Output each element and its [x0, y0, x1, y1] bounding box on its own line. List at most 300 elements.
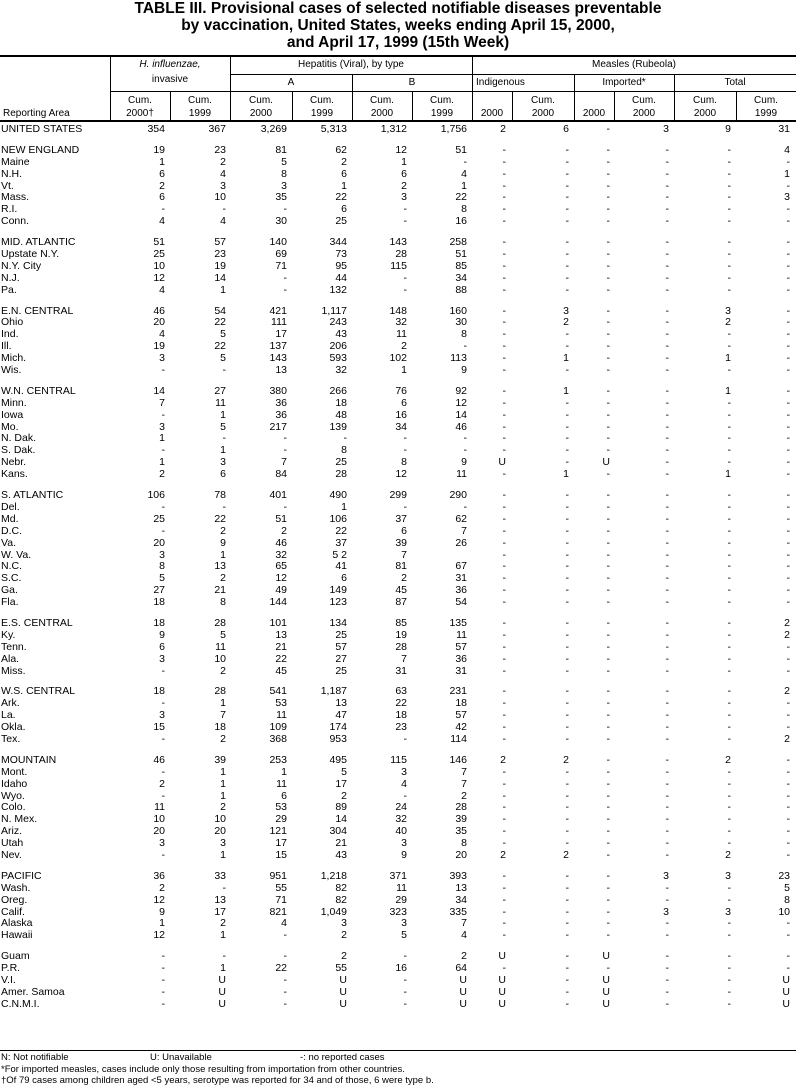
value-cell: -	[565, 236, 569, 249]
table-row	[0, 987, 796, 999]
value-cell: 7	[281, 456, 287, 469]
value-cell: -	[665, 697, 669, 710]
value-cell: U	[339, 985, 347, 998]
value-cell: 21	[335, 837, 347, 850]
value-cell: -	[786, 765, 790, 778]
table-row	[0, 779, 796, 791]
value-cell: 6	[401, 524, 407, 537]
value-cell: -	[727, 420, 731, 433]
value-cell: 1	[401, 364, 407, 377]
value-cell: -	[565, 640, 569, 653]
value-cell: 12	[275, 572, 287, 585]
value-cell: -	[665, 848, 669, 861]
value-cell: -	[606, 468, 610, 481]
value-cell: 81	[395, 560, 407, 573]
value-cell: -	[606, 789, 610, 802]
value-cell: -	[786, 364, 790, 377]
value-cell: U	[339, 974, 347, 986]
table-row	[0, 734, 796, 746]
value-cell: -	[606, 697, 610, 710]
reporting-area-cell: Maine	[1, 155, 30, 168]
value-cell: 12	[455, 396, 467, 409]
reporting-area-cell: Upstate N.Y.	[1, 248, 60, 261]
col-header-year: 2000	[249, 108, 273, 119]
value-cell: 14	[335, 813, 347, 826]
value-cell: 421	[269, 304, 287, 317]
value-cell: -	[565, 420, 569, 433]
value-cell: 2	[784, 732, 790, 745]
value-cell: 541	[269, 685, 287, 698]
col-header-year: 1999	[188, 108, 212, 119]
value-cell: 4	[784, 143, 790, 156]
value-cell: -	[665, 929, 669, 942]
value-cell: -	[665, 191, 669, 204]
value-cell: -	[786, 420, 790, 433]
value-cell: 82	[335, 893, 347, 906]
value-cell: 29	[275, 813, 287, 826]
value-cell: -	[463, 500, 467, 513]
value-cell: 4	[461, 167, 467, 180]
value-cell: -	[665, 837, 669, 850]
value-cell: -	[502, 777, 506, 790]
value-cell: 2	[159, 881, 165, 894]
value-cell: -	[403, 283, 407, 296]
value-cell: -	[403, 985, 407, 998]
value-cell: 3	[663, 869, 669, 882]
value-cell: -	[343, 432, 347, 445]
value-cell: 18	[335, 396, 347, 409]
value-cell: 821	[269, 905, 287, 918]
value-cell: 25	[153, 248, 165, 261]
value-cell: -	[222, 364, 226, 377]
value-cell: -	[606, 352, 610, 365]
value-cell: 8	[461, 203, 467, 216]
value-cell: 953	[329, 732, 347, 745]
col-header-year: 2000	[480, 108, 504, 119]
value-cell: 393	[449, 869, 467, 882]
value-cell: -	[786, 950, 790, 963]
value-cell: -	[665, 536, 669, 549]
value-cell: -	[727, 572, 731, 585]
value-cell: -	[665, 167, 669, 180]
col-header-year: 2000	[632, 108, 656, 119]
value-cell: 7	[461, 777, 467, 790]
value-cell: -	[665, 364, 669, 377]
value-cell: -	[565, 179, 569, 192]
value-cell: 36	[153, 869, 165, 882]
reporting-area-cell: S.C.	[1, 572, 22, 585]
value-cell: -	[786, 248, 790, 261]
reporting-area-cell: Mich.	[1, 352, 27, 365]
value-cell: 57	[455, 709, 467, 722]
value-cell: -	[565, 869, 569, 882]
reporting-area-cell: Ark.	[1, 697, 20, 710]
value-cell: -	[727, 271, 731, 284]
reporting-area-cell: P.R.	[1, 962, 21, 975]
table-row	[0, 433, 796, 445]
value-cell: -	[502, 500, 506, 513]
col-header-top: Cum.	[693, 95, 717, 106]
table-row	[0, 398, 796, 410]
value-cell: 14	[455, 408, 467, 421]
value-cell: 6	[341, 572, 347, 585]
value-cell: -	[606, 628, 610, 641]
value-cell: U	[782, 985, 790, 998]
value-cell: -	[606, 572, 610, 585]
value-cell: 111	[271, 316, 287, 329]
value-cell: -	[665, 572, 669, 585]
value-cell: -	[222, 881, 226, 894]
value-cell: -	[502, 396, 506, 409]
value-cell: -	[565, 489, 569, 502]
value-cell: 2	[500, 848, 506, 861]
value-cell: 18	[153, 596, 165, 609]
total-header: Total	[724, 77, 746, 88]
value-cell: 11	[215, 640, 226, 653]
value-cell: -	[665, 997, 669, 1010]
value-cell: 6	[563, 123, 569, 135]
value-cell: -	[502, 167, 506, 180]
value-cell: -	[283, 929, 287, 942]
value-cell: 3	[725, 905, 731, 918]
value-cell: -	[727, 765, 731, 778]
value-cell: -	[727, 893, 731, 906]
value-cell: 6	[159, 640, 165, 653]
value-cell: 33	[214, 869, 226, 882]
value-cell: -	[283, 283, 287, 296]
value-cell: -	[502, 259, 506, 272]
value-cell: -	[606, 271, 610, 284]
reporting-area-cell: N. Dak.	[1, 432, 37, 445]
value-cell: 51	[275, 512, 287, 525]
value-cell: -	[727, 652, 731, 665]
value-cell: 89	[335, 801, 347, 814]
value-cell: -	[727, 396, 731, 409]
value-cell: 2	[784, 685, 790, 698]
value-cell: -	[606, 616, 610, 629]
value-cell: 10	[214, 191, 226, 204]
value-cell: -	[727, 789, 731, 802]
value-cell: -	[606, 203, 610, 216]
value-cell: 39	[395, 536, 407, 549]
value-cell: -	[606, 328, 610, 341]
value-cell: -	[786, 813, 790, 826]
value-cell: 1	[220, 962, 226, 975]
value-cell: -	[565, 560, 569, 573]
value-cell: 2	[159, 179, 165, 192]
value-cell: 2	[220, 155, 226, 168]
value-cell: -	[665, 596, 669, 609]
title-line-3: and April 17, 1999 (15th Week)	[286, 34, 510, 51]
value-cell: -	[502, 765, 506, 778]
value-cell: -	[606, 500, 610, 513]
value-cell: 1,312	[380, 123, 407, 135]
value-cell: -	[565, 572, 569, 585]
value-cell: -	[502, 664, 506, 677]
table-row	[0, 895, 796, 907]
value-cell: 27	[214, 384, 226, 397]
footnotes	[0, 1052, 796, 1087]
value-cell: 34	[455, 271, 467, 284]
value-cell: -	[565, 893, 569, 906]
value-cell: -	[606, 905, 610, 918]
value-cell: 335	[449, 905, 467, 918]
value-cell: -	[565, 616, 569, 629]
value-cell: 368	[269, 732, 287, 745]
value-cell: 55	[335, 962, 347, 975]
table-row	[0, 386, 796, 398]
reporting-area-cell: Calif.	[1, 905, 25, 918]
value-cell: -	[565, 167, 569, 180]
value-cell: 13	[335, 697, 347, 710]
header-top-rule	[0, 55, 796, 57]
value-cell: 6	[220, 468, 226, 481]
value-cell: 3	[159, 709, 165, 722]
table-row	[0, 767, 796, 779]
value-cell: U	[459, 985, 467, 998]
value-cell: -	[665, 721, 669, 734]
value-cell: -	[665, 271, 669, 284]
value-cell: -	[502, 408, 506, 421]
value-cell: -	[786, 596, 790, 609]
value-cell: 78	[214, 489, 226, 502]
value-cell: -	[665, 709, 669, 722]
value-cell: -	[606, 248, 610, 261]
value-cell: 1	[220, 777, 226, 790]
value-cell: 62	[335, 143, 347, 156]
table-body	[0, 124, 796, 1011]
value-cell: -	[403, 950, 407, 963]
value-cell: -	[502, 596, 506, 609]
value-cell: 19	[214, 259, 226, 272]
value-cell: -	[502, 283, 506, 296]
value-cell: -	[463, 444, 467, 457]
value-cell: 380	[269, 384, 287, 397]
reporting-area-cell: Amer. Samoa	[1, 985, 65, 998]
value-cell: -	[502, 352, 506, 365]
value-cell: -	[606, 179, 610, 192]
value-cell: -	[565, 801, 569, 814]
value-cell: -	[565, 685, 569, 698]
value-cell: -	[727, 721, 731, 734]
value-cell: 367	[208, 123, 226, 135]
reporting-area-cell: N.J.	[1, 271, 20, 284]
value-cell: -	[502, 384, 506, 397]
reporting-area-cell: Hawaii	[1, 929, 33, 942]
value-cell: 114	[450, 732, 467, 745]
value-cell: 48	[335, 408, 347, 421]
table-row	[0, 538, 796, 550]
value-cell: 63	[395, 685, 407, 698]
value-cell: -	[502, 801, 506, 814]
value-cell: -	[606, 837, 610, 850]
value-cell: -	[606, 929, 610, 942]
value-cell: -	[727, 203, 731, 216]
value-cell: 4	[281, 917, 287, 930]
value-cell: 2	[401, 179, 407, 192]
value-cell: -	[786, 801, 790, 814]
value-cell: -	[502, 560, 506, 573]
value-cell: 266	[329, 384, 347, 397]
value-cell: -	[727, 364, 731, 377]
value-cell: 2	[159, 777, 165, 790]
value-cell: -	[606, 167, 610, 180]
value-cell: -	[403, 789, 407, 802]
value-cell: -	[161, 848, 165, 861]
value-cell: -	[606, 584, 610, 597]
value-cell: -	[606, 155, 610, 168]
col-header-top: Cum.	[531, 95, 555, 106]
value-cell: -	[161, 664, 165, 677]
value-cell: 2	[725, 848, 731, 861]
value-cell: -	[606, 259, 610, 272]
header-bottom-rule	[0, 120, 796, 122]
value-cell: 1	[725, 384, 731, 397]
value-cell: 3	[281, 179, 287, 192]
value-cell: -	[786, 328, 790, 341]
value-cell: -	[665, 777, 669, 790]
reporting-area-cell: Ill.	[1, 340, 12, 353]
value-cell: -	[502, 548, 506, 561]
value-cell: -	[565, 536, 569, 549]
table-row	[0, 838, 796, 850]
value-cell: 3	[663, 905, 669, 918]
value-cell: 53	[275, 801, 287, 814]
value-cell: 1,218	[320, 869, 347, 882]
value-cell: -	[606, 143, 610, 156]
value-cell: 3	[401, 765, 407, 778]
value-cell: 31	[778, 123, 790, 135]
value-cell: -	[786, 236, 790, 249]
value-cell: -	[665, 640, 669, 653]
value-cell: -	[786, 352, 790, 365]
value-cell: 135	[449, 616, 467, 629]
value-cell: -	[606, 709, 610, 722]
value-cell: 3	[220, 179, 226, 192]
value-cell: -	[606, 283, 610, 296]
value-cell: 1	[341, 500, 347, 513]
value-cell: 1	[220, 408, 226, 421]
value-cell: -	[727, 328, 731, 341]
value-cell: -	[463, 340, 467, 353]
value-cell: -	[727, 248, 731, 261]
value-cell: -	[606, 962, 610, 975]
value-cell: -	[727, 628, 731, 641]
value-cell: 143	[389, 236, 407, 249]
value-cell: -	[786, 753, 790, 766]
col-header-year: 1999	[310, 108, 334, 119]
value-cell: 132	[329, 283, 347, 296]
value-cell: U	[459, 997, 467, 1010]
value-cell: 30	[455, 316, 467, 329]
value-cell: 401	[269, 489, 287, 502]
value-cell: 21	[214, 584, 226, 597]
value-cell: 11	[456, 628, 467, 641]
value-cell: 3	[401, 191, 407, 204]
indigenous-header: Indigenous	[476, 77, 525, 88]
value-cell: 39	[214, 753, 226, 766]
value-cell: -	[665, 420, 669, 433]
value-cell: -	[502, 825, 506, 838]
value-cell: -	[161, 500, 165, 513]
value-cell: 3	[401, 837, 407, 850]
value-cell: -	[665, 950, 669, 963]
col-header-top: Cum.	[188, 95, 212, 106]
value-cell: -	[727, 512, 731, 525]
value-cell: -	[502, 364, 506, 377]
reporting-area-cell: UNITED STATES	[1, 123, 83, 135]
value-cell: -	[565, 997, 569, 1010]
value-cell: 4	[159, 283, 165, 296]
value-cell: -	[565, 732, 569, 745]
value-cell: -	[502, 328, 506, 341]
col-header-top: Cum.	[754, 95, 778, 106]
value-cell: -	[727, 179, 731, 192]
value-cell: 20	[153, 536, 165, 549]
value-cell: 24	[395, 801, 407, 814]
hinf-header: H. influenzae,	[139, 59, 201, 70]
value-cell: -	[665, 628, 669, 641]
value-cell: -	[565, 408, 569, 421]
value-cell: 41	[335, 560, 347, 573]
value-cell: 28	[214, 685, 226, 698]
table-row	[0, 157, 796, 169]
value-cell: -	[403, 444, 407, 457]
value-cell: -	[606, 640, 610, 653]
value-cell: 9	[461, 456, 467, 469]
value-cell: 7	[461, 765, 467, 778]
col-header-top: Cum.	[632, 95, 656, 106]
table-row	[0, 353, 796, 365]
value-cell: 144	[269, 596, 287, 609]
value-cell: -	[786, 825, 790, 838]
value-cell: 101	[269, 616, 287, 629]
value-cell: U	[498, 997, 506, 1010]
value-cell: -	[786, 259, 790, 272]
reporting-area-cell: W.N. CENTRAL	[1, 384, 76, 397]
value-cell: -	[665, 985, 669, 998]
value-cell: 17	[275, 328, 287, 341]
value-cell: -	[606, 432, 610, 445]
value-cell: 1	[220, 765, 226, 778]
value-cell: 13	[275, 364, 287, 377]
table-row	[0, 329, 796, 341]
value-cell: 36	[275, 408, 287, 421]
value-cell: -	[665, 328, 669, 341]
value-cell: -	[502, 893, 506, 906]
value-cell: -	[786, 664, 790, 677]
value-cell: 25	[153, 512, 165, 525]
value-cell: -	[161, 974, 165, 986]
value-cell: 25	[335, 215, 347, 228]
hep-b-header: B	[408, 77, 416, 88]
value-cell: -	[606, 560, 610, 573]
value-cell: 1	[159, 917, 165, 930]
col-header-top: Cum.	[310, 95, 334, 106]
value-cell: -	[565, 364, 569, 377]
value-cell: 11	[215, 396, 226, 409]
reporting-area-cell: Ohio	[1, 316, 24, 329]
value-cell: -	[502, 271, 506, 284]
value-cell: -	[403, 432, 407, 445]
value-cell: -	[565, 396, 569, 409]
value-cell: 27	[153, 584, 165, 597]
value-cell: -	[502, 881, 506, 894]
value-cell: 3	[159, 548, 165, 561]
value-cell: -	[665, 753, 669, 766]
value-cell: 1	[725, 352, 731, 365]
value-cell: -	[665, 548, 669, 561]
